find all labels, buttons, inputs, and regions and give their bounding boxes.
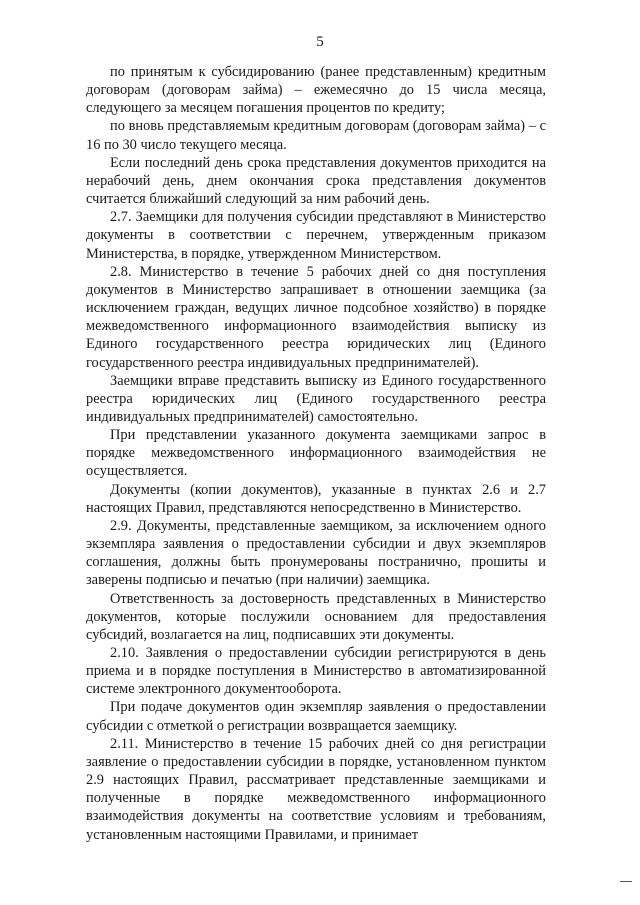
paragraph-2-9: 2.9. Документы, представленные заемщиком, за исключением одного экземпляра заявления о предоставлении субсидии и двух экземпляров соглашения, должны быть пронумерованы постранично, прошиты и заверены подписью и печатью (при наличии) заемщика. <box>86 517 546 589</box>
paragraph-2-8: 2.8. Министерство в течение 5 рабочих дней со дня поступления документов в Министерство запрашивает в отношении заемщика (за исключением граждан, ведущих личное подсобное хозяйство) в порядке межведомственного информационного взаимодействия выписку из Единого государственного реестра юридических лиц (Единого государственного реестра индивидуальных предпринимателей). <box>86 263 546 371</box>
page-number: 5 <box>316 34 324 50</box>
scan-edge-mark <box>620 881 632 882</box>
paragraph-2-7: 2.7. Заемщики для получения субсидии представляют в Министерство документы в соответствии с перечнем, утвержденным приказом Министерства, в порядке, утвержденном Министерством. <box>86 209 546 262</box>
paragraph-documents-direct: Документы (копии документов), указанные в пунктах 2.6 и 2.7 настоящих Правил, представляются непосредственно в Министерство. <box>86 481 546 516</box>
paragraph-responsibility: Ответственность за достоверность представленных в Министерство документов, которые послужили основанием для предоставления субсидий, возлагается на лиц, подписавших эти документы. <box>86 590 546 643</box>
paragraph-registration-copy: При подаче документов один экземпляр заявления о предоставлении субсидии с отметкой о регистрации возвращается заемщику. <box>86 699 546 734</box>
paragraph-no-request: При представлении указанного документа заемщиками запрос в порядке межведомственного информационного взаимодействия не осуществляется. <box>86 427 546 480</box>
paragraph-2-10: 2.10. Заявления о предоставлении субсидии регистрируются в день приема и в порядке поступления в Министерство в автоматизированной системе электронного документооборота. <box>86 645 546 698</box>
document-body <box>86 63 546 844</box>
paragraph-nonworking-day: Если последний день срока представления документов приходится на нерабочий день, днем окончания срока представления документов считается ближайший следующий за ним рабочий день. <box>86 154 546 208</box>
paragraph-2-11: 2.11. Министерство в течение 15 рабочих дней со дня регистрации заявление о предоставлении субсидии в порядке, установленном пунктом 2.9 настоящих Правил, рассматривает представленные заемщиками и полученные в порядке межведомственного информационного взаимодействия документы на соответствие условиям и требованиям, установленным настоящими Правилами, и принимает <box>86 735 546 843</box>
paragraph-extract-self: Заемщики вправе представить выписку из Единого государственного реестра юридических лиц (Единого государственного реестра индивидуальных предпринимателей) самостоятельно. <box>86 372 546 425</box>
paragraph-deadline-existing: по принятым к субсидированию (ранее представленным) кредитным договорам (договорам займа) – ежемесячно до 15 числа месяца, следующего за месяцем погашения процентов по кредиту; <box>86 64 546 117</box>
paragraph-deadline-new: по вновь представляемым кредитным договорам (договорам займа) – с 16 по 30 число текущего месяца. <box>86 118 546 153</box>
